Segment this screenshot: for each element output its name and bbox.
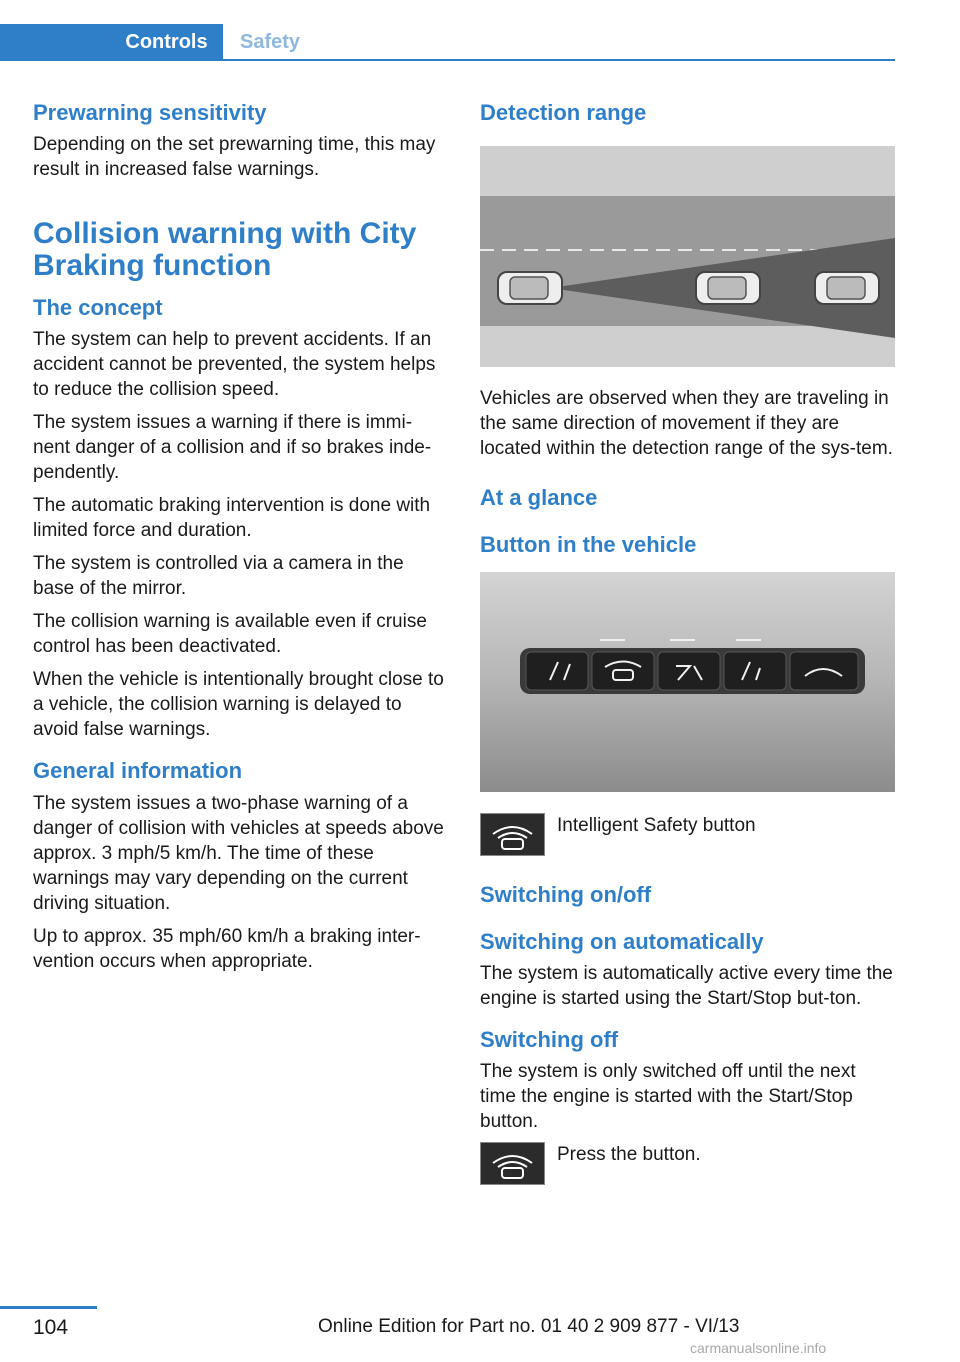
left-column: [33, 100, 448, 982]
intelligent-safety-icon: [480, 1142, 545, 1185]
switching-heading: Switching on/off: [480, 882, 652, 908]
glance-heading: At a glance: [480, 485, 598, 511]
general-paragraph: The system issues a two-phase warning of a danger of collision with vehicles at speeds above approx. 3 mph/5 km/h. The time of these warnings may vary depending on the current driving situation.: [33, 792, 444, 914]
footer-rule: [0, 1306, 97, 1309]
button-heading: Button in the vehicle: [480, 531, 697, 557]
intelligent-safety-row: [480, 813, 895, 856]
tab-safety[interactable]: Safety: [240, 31, 301, 53]
prewarning-heading: Prewarning sensitivity: [33, 100, 267, 125]
tab-controls[interactable]: Controls: [0, 24, 223, 61]
concept-paragraph: When the vehicle is intentionally brought close to a vehicle, the collision warning is delayed to avoid false warnings.: [33, 669, 444, 741]
online-edition: Online Edition for Part no. 01 40 2 909 877 - VI/13: [318, 1316, 740, 1337]
intelligent-safety-icon: [480, 813, 545, 856]
section-title: Collision warning with City Braking function: [33, 217, 417, 282]
detection-heading: Detection range: [480, 100, 647, 125]
watermark: carmanualsonline.info: [690, 1340, 827, 1356]
header-tabs: [0, 24, 895, 61]
button-panel-figure: [480, 572, 895, 792]
concept-paragraph: The automatic braking intervention is done with limited force and duration.: [33, 495, 431, 542]
page-number: 104: [33, 1316, 69, 1339]
detection-range-figure: [480, 146, 895, 367]
auto-on-heading: Switching on automatically: [480, 928, 764, 954]
detection-text: Vehicles are observed when they are traveling in the same direction of movement if they are located within the detection range of the sys‐tem.: [480, 388, 893, 460]
prewarning-text: Depending on the set prewarning time, this may result in increased false warnings.: [33, 134, 436, 181]
general-heading: General information: [33, 758, 243, 784]
concept-paragraph: The collision warning is available even if cruise control has been deactivated.: [33, 611, 427, 658]
concept-heading: The concept: [33, 294, 163, 320]
general-paragraph: Up to approx. 35 mph/60 km/h a braking inter‐vention occurs when appropriate.: [33, 925, 421, 972]
concept-paragraph: The system is controlled via a camera in the base of the mirror.: [33, 553, 404, 600]
concept-paragraph: The system issues a warning if there is immi‐nent danger of a collision and if so brakes inde‐pendently.: [33, 412, 432, 484]
auto-on-text: The system is automatically active every time the engine is started using the Start/Stop but‐ton.: [480, 962, 893, 1009]
concept-paragraph: The system can help to prevent accidents. If an accident cannot be prevented, the system helps to reduce the collision speed.: [33, 329, 436, 401]
intelligent-safety-label: Intelligent Safety button: [557, 815, 756, 837]
right-column: [480, 100, 895, 1195]
off-heading: Switching off: [480, 1026, 619, 1052]
header-rule: [223, 59, 895, 61]
press-button-row: [480, 1142, 895, 1185]
press-button-text: Press the button.: [557, 1144, 701, 1166]
off-text: The system is only switched off until the next time the engine is started with the Start/Stop button.: [480, 1061, 856, 1133]
